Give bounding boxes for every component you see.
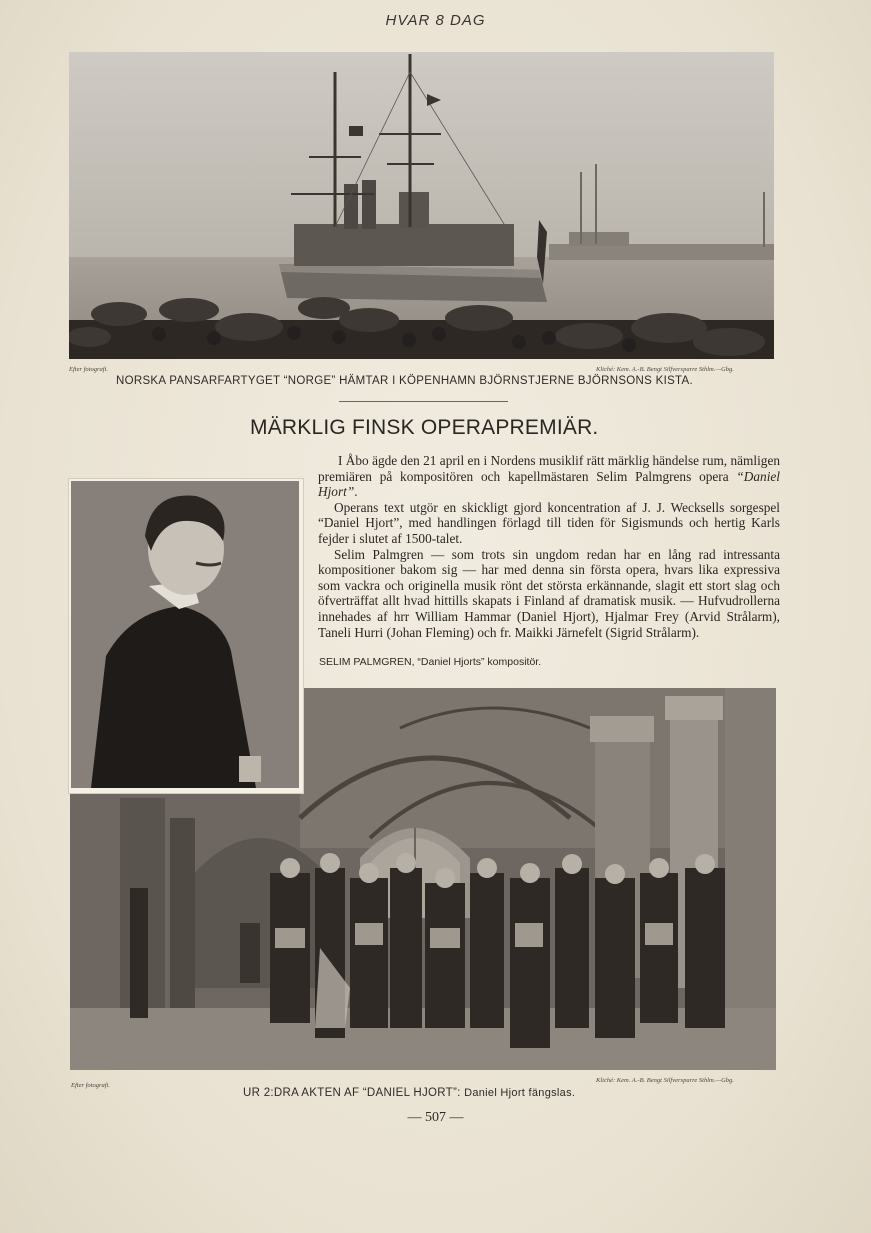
opera-caption xyxy=(243,1087,575,1099)
article-paragraph-3: Selim Palmgren — som trots sin ungdom redan har en lång rad intressanta kompositioner bakom sig — har med denna sin första opera, hvars lika expressiva som vackra och originella musik rönt det största erkännande, slagit ett stort slag och öfverträffat allt hvad hittills skapats i Finland af dramatisk musik. — Hufvudrollerna innehades af hrr William Hammar (Daniel Hjort), Hjalmar Frey (Arvid Strålarm), Taneli Hurri (Johan Fleming) och fr. Maikki Järnefelt (Sigrid Strålarm). xyxy=(318,546,780,640)
battleship-caption: NORSKA PANSARFARTYGET “NORGE” HÄMTAR I KÖPENHAMN BJÖRNSTJERNE BJÖRNSONS KISTA. xyxy=(116,375,693,387)
running-head: HVAR 8 DAG xyxy=(385,12,486,29)
article-paragraph-1a: I Åbo ägde den 21 april en i Nordens musiklif rätt märklig händelse rum, nämligen premiären på kompositören och kapellmästaren Selim Palmgrens opera xyxy=(318,453,780,484)
article-paragraph-1b: . xyxy=(354,484,358,500)
opera-caption-rest: Daniel Hjort fängslas. xyxy=(464,1087,576,1099)
portrait-caption: SELIM PALMGREN, “Daniel Hjorts” kompositör. xyxy=(319,656,542,668)
opera-caption-caps: UR 2:DRA AKTEN AF “DANIEL HJORT”: xyxy=(243,1087,461,1099)
composer-portrait xyxy=(71,481,299,788)
article-paragraph-2: Operans text utgör en skickligt gjord koncentration af J. J. Wecksells sorgespel “Daniel Hjort”, med handlingen förlagd till tiden för Sigismunds och hertig Karls fejder i slutet af 1500-talet. xyxy=(318,499,780,546)
title-rule xyxy=(339,401,508,402)
photo-credit-right: Kliché: Kem. A.-B. Bengt Silfversparre Sthlm.—Gbg. xyxy=(596,366,734,373)
article-title: MÄRKLIG FINSK OPERAPREMIÄR. xyxy=(250,416,599,439)
photo-credit-left: Efter fotografi. xyxy=(69,366,108,373)
article-body xyxy=(318,453,780,640)
page-number: — 507 — xyxy=(407,1110,464,1125)
battleship-photo xyxy=(69,52,774,359)
battleship-illustration xyxy=(69,52,774,359)
opera-photo-credit-left: Efter fotografi. xyxy=(71,1082,110,1089)
opera-title: “Daniel Hjort” xyxy=(318,468,780,500)
opera-photo-credit-right: Kliché: Kem. A.-B. Bengt Silfversparre Sthlm.—Gbg. xyxy=(596,1077,734,1084)
article-paragraph xyxy=(318,453,780,500)
composer-portrait-illustration xyxy=(71,481,299,788)
